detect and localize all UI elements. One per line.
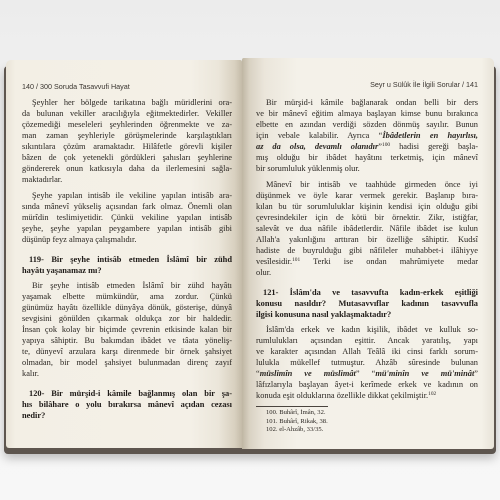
question-heading [22, 254, 232, 276]
text-line: rumlulukları açısından eşittir. Ancak yaratılış, yapı [256, 336, 478, 345]
text-line: 119- Bir şeyhe intisâb etmeden İslâmî bir zühd [29, 255, 232, 264]
text-line: Allah'a yakınlığını arttıran bir özelliğe sâhiptir. Kudsî [256, 235, 478, 244]
text-line: hıs bilâhare o yolu bırakırsa mânevî açıdan cezası [22, 400, 232, 409]
text-line: bâzen de çok yetenekli gördükleri şahısları şeyhlerine [22, 153, 232, 162]
text-line: Bir mürşid-i kâmile bağlanarak ondan belli bir ders [266, 98, 478, 107]
text-line: çevresindekiler için de kötü bir örnektir. Zikr, istiğfar, [256, 213, 478, 222]
text-line: ve karakter açısından Allah Teâlâ iki cinsi farklı sorum- [256, 347, 478, 356]
question-heading [22, 388, 232, 421]
text-line: İnsan çok kolay bir biçimde çevrenin etkisinde kalan bir [22, 325, 232, 334]
text-line: lulukla mükellef tutmuştur. Ahzâb sûresinde bulunan [256, 358, 478, 367]
left-page [6, 60, 242, 448]
text-line: man zaman şeyhleriyle görüşmelerinde karşılaştıkları [22, 131, 232, 140]
footnote-ref: 102 [428, 391, 437, 397]
page-text [256, 97, 478, 435]
text-line: lâfızlarıyla başlayan âyet-i kerîmede erkek ve kadının on [256, 380, 478, 389]
text-line: şeyhe, şeyhe yapılan peygambere yapılan intisâb gibi [22, 224, 232, 233]
running-header: Seyr u Sülûk İle İlgili Sorular / 141 [370, 80, 478, 89]
text-line: 120- Bir mürşid-i kâmile bağlanmış olan bir şa- [29, 389, 232, 398]
text-run: vesîlesidir. [256, 257, 293, 266]
text-line [256, 256, 478, 267]
text-line: ve bir mânevî eğitim almaya başlayan kimse bunu bırakınca [256, 109, 478, 118]
right-page [242, 58, 494, 449]
text-line: salevât ve dua nâfile ibâdetlerdir. Nâfile ibâdet ise kulun [256, 224, 478, 233]
text-run: “ [256, 369, 260, 378]
text-line: Mânevî bir intisâb ve taahhüde girmeden önce iyi [266, 180, 478, 189]
text-line: sıkıntılara çözüm aramaktadır. Hilâfetle görevli kişiler [22, 142, 232, 151]
question-heading [256, 287, 478, 320]
footnote: 102. el-Ahzâb, 33/35. [266, 426, 324, 434]
text-line: mürîdin teslimiyetidir. Çünkü vekiline yapılan intisâb [22, 213, 232, 222]
text-line: konusu nasıldır? Mutasavvıflar kadının tasavvufla [256, 299, 478, 308]
text-line: yapıya sâhiptir. Bu bakımdan ibâdet ve tâata yöneliş- [22, 336, 232, 345]
text-run: ” [378, 142, 382, 151]
paragraph [256, 97, 478, 174]
footnote-divider [256, 406, 328, 407]
footnote-ref: 100 [382, 142, 391, 148]
paragraph [22, 280, 232, 379]
paragraph [22, 97, 232, 185]
paragraph [22, 190, 232, 245]
text-run: ” [474, 369, 478, 378]
text-line [256, 141, 478, 152]
text-line: 121- İslâm'da ve tasavvufta kadın-erkek eşitliği [263, 288, 478, 297]
emphasis-text: müslimîn ve müslimât [259, 369, 356, 378]
text-line: çözemediği meseleleri şeyhlerinden öğrenmekte ve za- [22, 120, 232, 129]
text-line: düşünmek ve öyle karar vermek gerekir. Başlanıp bıra- [256, 191, 478, 200]
footnote: 101. Buhârî, Rikak, 38. [266, 417, 328, 425]
text-line: bir sorumluluk yüklenmiş olur. [256, 164, 360, 173]
footnote: 100. Buhârî, İmân, 32. [266, 409, 326, 416]
paragraph [256, 179, 478, 278]
text-run: Terki ise ondan mahrûmiyete medar [300, 257, 478, 266]
text-line: hayâtı yaşanamaz mı? [22, 266, 102, 275]
text-line: İslâm'da erkek ve kadın kişilik, ibâdet ve kulluk so- [266, 325, 478, 334]
text-line: Şeyhe yapılan intisâb ile vekiline yapılan intisâb ara- [32, 191, 232, 200]
text-line: olmadan, bir model şahsiyet bulunmadan direnç zayıf [22, 358, 232, 367]
text-line: günümüz hayâtı özellikle dünyâya dönük, gösterişe, dünyâ [22, 303, 232, 312]
emphasis-text: az da olsa, devamlı olanıdır [256, 142, 379, 151]
text-line: yaşamak elbette mümkündür, ama zordur. Çünkü [22, 292, 232, 301]
text-line: ilgisi konusuna nasıl yaklaşmaktadır? [256, 310, 392, 319]
text-line [256, 390, 478, 401]
text-line: sında mânevî yükseliş açısından fark olmaz. Önemli olan [22, 202, 232, 211]
text-line: te, dünyevî arzulara karşı direnmede bir örnek şahsiyet [22, 347, 232, 356]
text-line: elbette en azından verdiği sözden dönmüş sayılır. Bunun [256, 120, 478, 129]
text-run: için vebale kalabilir. Ayrıca “ [256, 131, 383, 140]
text-line [256, 368, 478, 379]
paragraph [256, 324, 478, 401]
text-line: maktadırlar. [22, 175, 63, 184]
emphasis-text: mü'minîn ve mü'minât [375, 369, 475, 378]
text-line: düşünüp feyz almaya çalışmalıdır. [22, 235, 137, 244]
text-line: olur. [256, 268, 272, 277]
page-text [22, 97, 232, 421]
text-line: sevgisini gönülden çıkarmak oldukça zor bir haldedir. [22, 314, 232, 323]
text-line: hadiste de buyrulduğu gibi nâfileler muhabbet-i ilâhiyye [256, 246, 478, 255]
footnote-ref: 101 [292, 257, 301, 263]
text-line: da bulunan vekiller aracılığıyla eğitmektedirler. Vekiller [22, 109, 232, 118]
emphasis-text: İbâdetlerin en hayırlısı, [382, 131, 479, 140]
text-line: kalır. [22, 369, 39, 378]
text-line: nedir? [22, 411, 46, 420]
text-run: ” “ [355, 369, 376, 378]
text-run: hadisi gereği başla- [390, 142, 478, 151]
running-header: 140 / 300 Soruda Tasavvufi Hayat [22, 82, 130, 91]
text-line: kılan bu tür sorumluluklar kişinin kendisi için olduğu gibi [256, 202, 478, 211]
text-run: konuda eşit olduklarına özellikle dikkat çekilmiştir. [256, 391, 429, 400]
text-line: Bir şeyhe intisâb etmeden İslâmî bir zühd hayâtı [32, 281, 232, 290]
text-line: mış olduğu bir ibâdet hayâtını terketmiş, için mânevî [256, 153, 478, 162]
text-line: Şeyhler her bölgede tarikatına bağlı müridlerini ora- [32, 98, 232, 107]
text-line: göndererek onun katkısıyla daha da ilerlemesini sağla- [22, 164, 232, 173]
text-line [256, 130, 478, 141]
